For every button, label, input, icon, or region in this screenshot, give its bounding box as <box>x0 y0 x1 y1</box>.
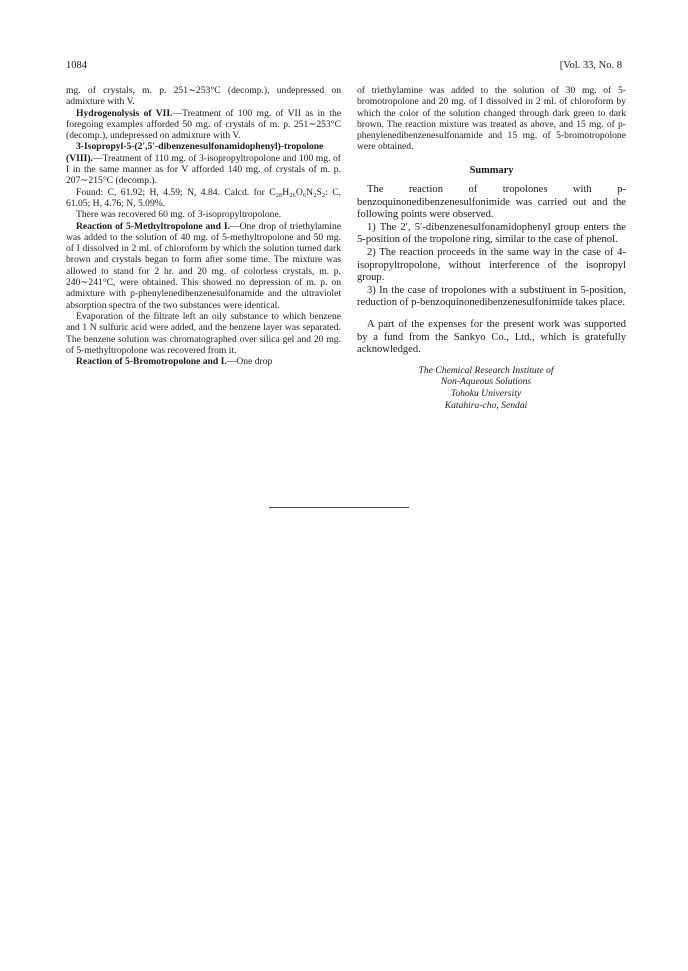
acknowledgement: A part of the expenses for the present work was supported by a fund from the Sankyo Co., Ltd., which is gratefully acknowledged. <box>357 319 626 356</box>
section-heading: Reaction of 5-Bromotropolone and I. <box>76 356 227 368</box>
summary-point-3: 3) In the case of tropolones with a substituent in 5-position, reduction of p-benzoquinonedibenzenesulfonimide takes place. <box>357 284 626 309</box>
page-header <box>66 60 622 74</box>
affiliation-line: The Chemical Research Institute of <box>418 364 554 376</box>
summary-intro: The reaction of tropolones with p-benzoquinonedibenzenesulfonimide was carried out and the following points were observed. <box>357 184 626 221</box>
volume-label: [Vol. 33, No. 8 <box>559 60 622 71</box>
paragraph-continued: of triethylamine was added to the solution of 30 mg. of 5-bromotropolone and 20 mg. of I dissolved in 2 ml. of chloroform by which the color of the solution changed through dark green to dark brown. The reaction mixture was treated as above, and 15 mg. of p-phenylenedibenzenesulfonamide and 15 mg. of 5-bromotropolone were obtained. <box>357 85 626 153</box>
section-heading: 3-Isopropyl-5-(2′,5′-dibenzenesulfonamidophenyl)-tropolone (VIII). <box>66 141 324 164</box>
section-heading: Hydrogenolysis of VII. <box>76 107 173 119</box>
right-column <box>357 85 626 411</box>
paragraph-hydrogenolysis <box>66 108 341 142</box>
paragraph-methyltropolone <box>66 221 341 311</box>
summary-point-1: 1) The 2′, 5′-dibenzenesulfonamidophenyl group enters the 5-position of the tropolone ring, similar to the case of phenol. <box>357 221 626 246</box>
section-heading: Reaction of 5-Methyltropolone and I. <box>76 220 230 232</box>
paragraph-evaporation: Evaporation of the filtrate left an oily substance to which benzene and 1 N sulfuric acid were added, and the benzene layer was separated. The benzene solution was chromatographed over silica gel and 20 mg. of 5-methyltropolone was recovered from it. <box>66 310 341 356</box>
paragraph-body: —One drop of triethylamine was added to the solution of 40 mg. of 5-methyltropolone and 50 mg. of I dissolved in 2 ml. of chloroform by which the solution turned dark brown and crystals began to form after some time. The mixture was allowed to stand for 2 hr. and 20 mg. of colorless crystals, m. p. 240∼241°C, were obtained. This showed no depression of m. p. on admixture with p-phenylenedibenzenesulfonamide and the ultraviolet absorption spectra of the two substances were identical. <box>66 220 342 311</box>
elemental-analysis: Found: C, 61.92; H, 4.59; N, 4.84. Calcd. for C₂₈H₂₆O₆N₂S₂: C, 61.05; H, 4.76; N, 5.09%. <box>66 186 341 209</box>
paragraph-body: —Treatment of 110 mg. of 3-isopropyltropolone and 100 mg. of I in the same manner as for V afforded 140 mg. of crystals of m. p. 207∼215°C (decomp.). <box>66 152 341 187</box>
affiliation <box>357 365 626 411</box>
affiliation-line: Katahira-cho, Sendai <box>444 399 528 411</box>
paragraph-bromotropolone <box>66 356 341 367</box>
paragraph-compound-viii <box>66 141 341 186</box>
summary-section <box>357 184 626 357</box>
page-number: 1084 <box>66 60 87 71</box>
summary-point-2: 2) The reaction proceeds in the same way in the case of 4-isopropyltropolone, without interference of the isopropyl group. <box>357 247 626 284</box>
recovered-note: There was recovered 60 mg. of 3-isopropyltropolone. <box>76 209 282 221</box>
left-column <box>66 85 341 367</box>
summary-heading: Summary <box>469 164 514 176</box>
paragraph-continued: mg. of crystals, m. p. 251∼253°C (decomp.), undepressed on admixture with V. <box>66 85 341 108</box>
end-rule <box>269 507 409 508</box>
affiliation-line: Tohoku University <box>450 387 522 399</box>
paragraph-body: —Treatment of 100 mg. of VII as in the foregoing examples afforded 50 mg. of crystals of m. p. 251∼253°C (decomp.), undepressed on admixture with V. <box>66 107 342 142</box>
paragraph-body: —One drop <box>226 356 273 368</box>
affiliation-line: Non-Aqueous Solutions <box>440 376 532 388</box>
